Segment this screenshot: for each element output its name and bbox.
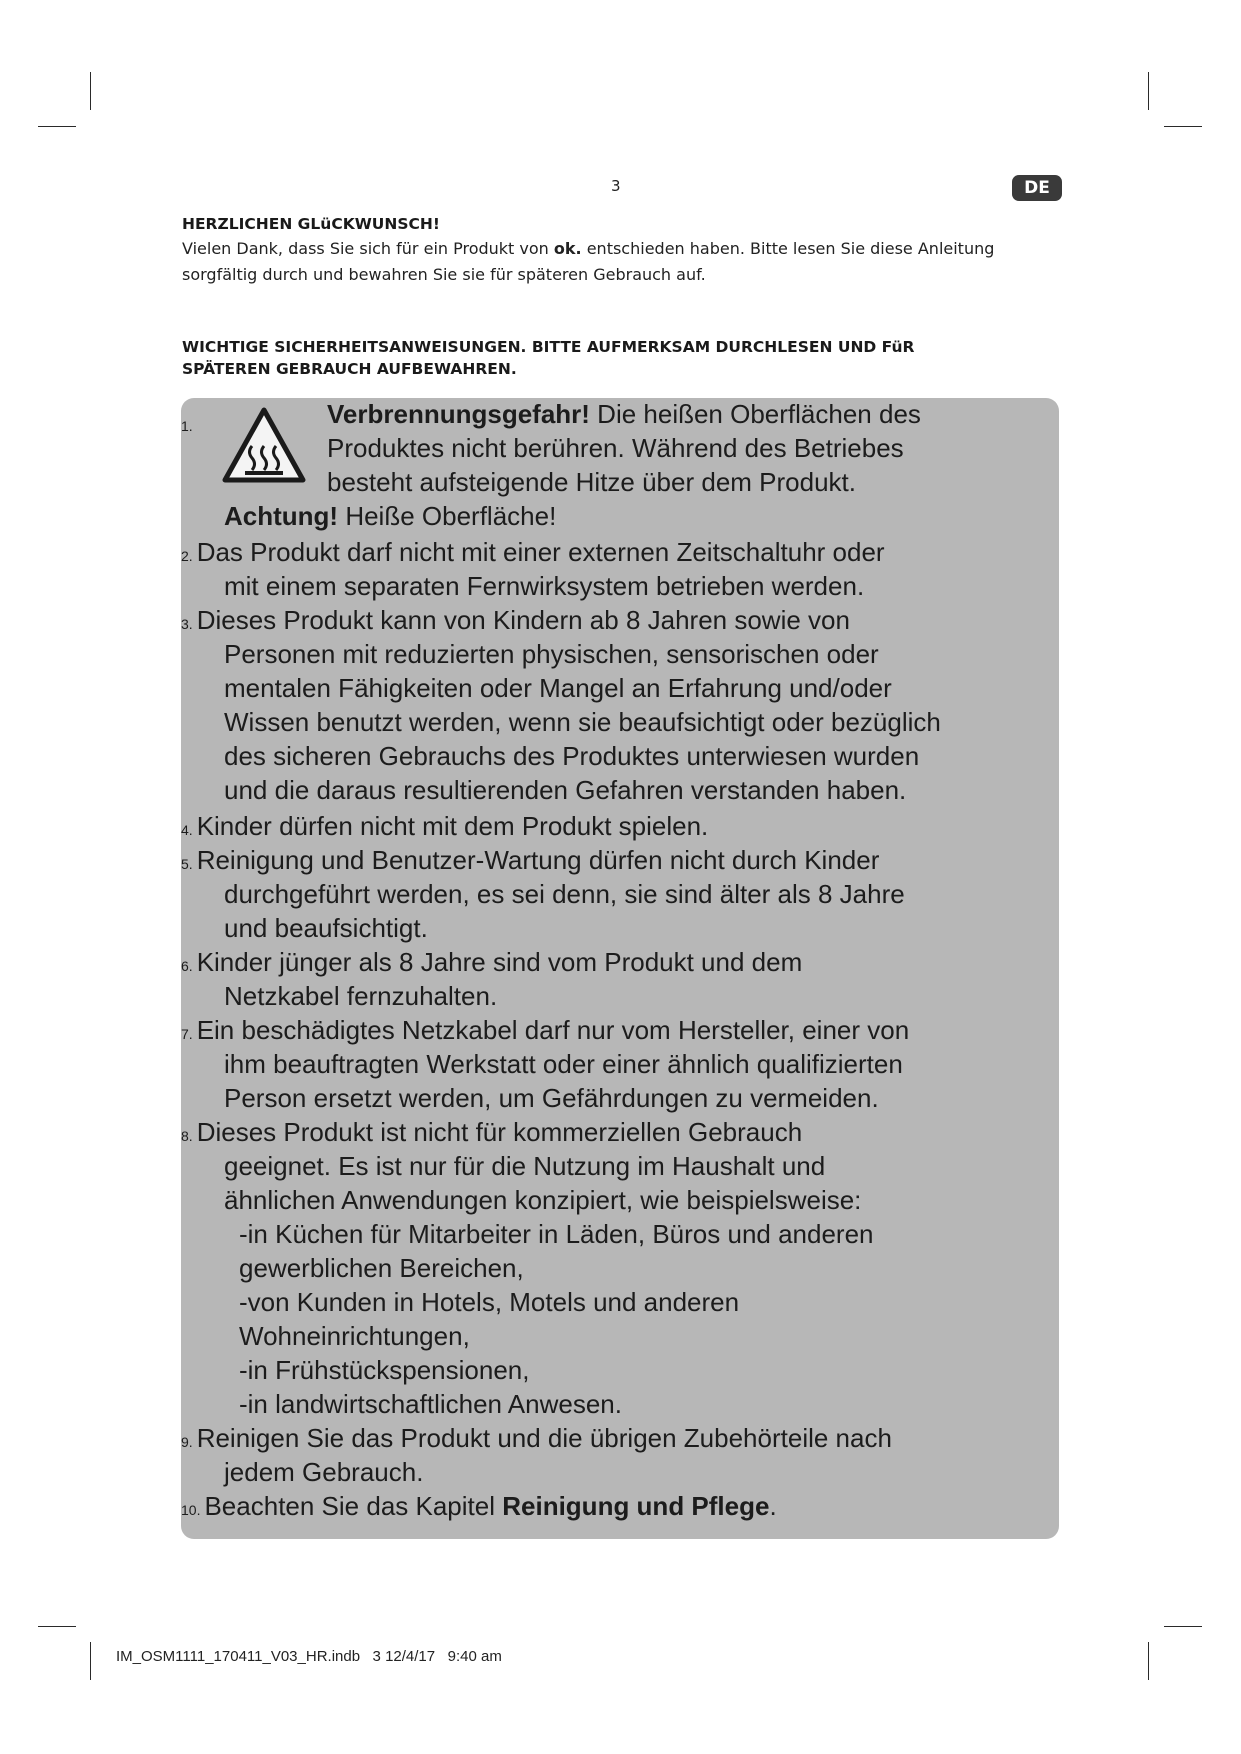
safety-item-7-line-2: ihm beauftragten Werkstatt oder einer ähnlich qualifizierten: [224, 1049, 903, 1079]
safety-item-8-line-3: ähnlichen Anwendungen konzipiert, wie beispielsweise:: [224, 1185, 862, 1215]
safety-item-9-line-2: jedem Gebrauch.: [224, 1457, 424, 1487]
safety-item-3-line-3: mentalen Fähigkeiten oder Mangel an Erfahrung und/oder: [224, 673, 892, 703]
safety-item-6-line-1: 6. Kinder jünger als 8 Jahre sind vom Produkt und dem: [181, 947, 803, 977]
safety-item-3-line-5: des sicheren Gebrauchs des Produktes unterwiesen wurden: [224, 741, 920, 771]
safety-item-10-line-1: 10. Beachten Sie das Kapitel Reinigung und Pflege.: [181, 1491, 777, 1521]
safety-item-8-line-1: 8. Dieses Produkt ist nicht für kommerziellen Gebrauch: [181, 1117, 803, 1147]
crop-mark: [1164, 1626, 1202, 1627]
safety-item-7-line-3: Person ersetzt werden, um Gefährdungen zu vermeiden.: [224, 1083, 879, 1113]
safety-instructions-heading: [182, 336, 1042, 380]
intro-paragraph: [182, 236, 1052, 288]
safety-heading-line2: SPÄTEREN GEBRAUCH AUFBEWAHREN.: [182, 360, 517, 378]
safety-item-1-line-4: Achtung! Heiße Oberfläche!: [224, 501, 557, 531]
congratulations-heading: HERZLICHEN GLüCKWUNSCH!: [182, 215, 440, 233]
safety-item-8-sub-line-6: -in landwirtschaftlichen Anwesen.: [239, 1389, 622, 1419]
safety-item-3-line-1: 3. Dieses Produkt kann von Kindern ab 8 Jahren sowie von: [181, 605, 850, 635]
safety-item-8-sub-line-3: -von Kunden in Hotels, Motels und anderen: [239, 1287, 740, 1317]
intro-text-line2: sorgfältig durch und bewahren Sie sie für späteren Gebrauch auf.: [182, 265, 706, 284]
crop-mark: [38, 126, 76, 127]
safety-item-1-line-1: Verbrennungsgefahr! Die heißen Oberflächen des: [327, 399, 921, 429]
print-slug: IM_OSM1111_170411_V03_HR.indb 3 12/4/17 9:40 am: [116, 1648, 502, 1665]
crop-mark: [1148, 1642, 1149, 1680]
safety-item-8-sub-line-2: gewerblichen Bereichen,: [239, 1253, 524, 1283]
safety-item-5-line-1: 5. Reinigung und Benutzer-Wartung dürfen nicht durch Kinder: [181, 845, 880, 875]
safety-heading-line1: WICHTIGE SICHERHEITSANWEISUNGEN. BITTE AUFMERKSAM DURCHLESEN UND FüR: [182, 338, 915, 356]
hot-surface-warning-icon: [221, 406, 307, 484]
crop-mark: [90, 1642, 91, 1680]
safety-instructions-box: [181, 398, 1059, 1539]
safety-item-3-line-4: Wissen benutzt werden, wenn sie beaufsichtigt oder bezüglich: [224, 707, 941, 737]
crop-mark: [1164, 126, 1202, 127]
safety-item-3-line-6: und die daraus resultierenden Gefahren verstanden haben.: [224, 775, 907, 805]
crop-mark: [1148, 72, 1149, 110]
page-number: 3: [611, 177, 621, 195]
safety-item-8-line-2: geeignet. Es ist nur für die Nutzung im Haushalt und: [224, 1151, 826, 1181]
safety-item-8-sub-line-1: -in Küchen für Mitarbeiter in Läden, Büros und anderen: [239, 1219, 874, 1249]
safety-item-8-sub-line-4: Wohneinrichtungen,: [239, 1321, 470, 1351]
safety-item-2-line-1: 2. Das Produkt darf nicht mit einer externen Zeitschaltuhr oder: [181, 537, 885, 567]
safety-item-6-line-2: Netzkabel fernzuhalten.: [224, 981, 498, 1011]
language-badge: DE: [1012, 175, 1062, 201]
safety-item-4-line-1: 4. Kinder dürfen nicht mit dem Produkt spielen.: [181, 811, 709, 841]
crop-mark: [90, 72, 91, 110]
safety-item-5-line-2: durchgeführt werden, es sei denn, sie sind älter als 8 Jahre: [224, 879, 905, 909]
crop-mark: [38, 1626, 76, 1627]
brand-name: ok.: [553, 239, 582, 258]
safety-item-8-sub-line-5: -in Frühstückspensionen,: [239, 1355, 530, 1385]
safety-item-1-line-3: besteht aufsteigende Hitze über dem Produkt.: [327, 467, 856, 497]
safety-item-5-line-3: und beaufsichtigt.: [224, 913, 428, 943]
safety-item-9-line-1: 9. Reinigen Sie das Produkt und die übrigen Zubehörteile nach: [181, 1423, 892, 1453]
intro-text-end: entschieden haben. Bitte lesen Sie diese Anleitung: [581, 239, 995, 258]
safety-item-1-number: 1.: [181, 418, 193, 434]
safety-item-2-line-2: mit einem separaten Fernwirksystem betrieben werden.: [224, 571, 865, 601]
intro-text-start: Vielen Dank, dass Sie sich für ein Produkt von: [182, 239, 554, 258]
safety-item-3-line-2: Personen mit reduzierten physischen, sensorischen oder: [224, 639, 879, 669]
safety-item-7-line-1: 7. Ein beschädigtes Netzkabel darf nur vom Hersteller, einer von: [181, 1015, 910, 1045]
safety-item-1-line-2: Produktes nicht berühren. Während des Betriebes: [327, 433, 904, 463]
